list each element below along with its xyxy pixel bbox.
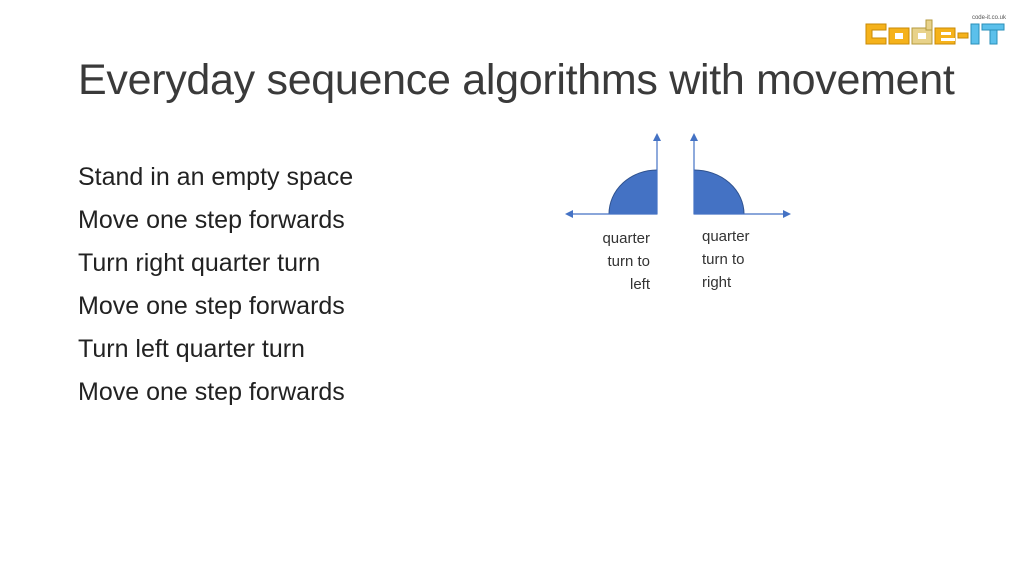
slide-title: Everyday sequence algorithms with movement bbox=[78, 56, 955, 104]
caption-line: quarter bbox=[702, 228, 750, 245]
caption-line: left bbox=[629, 276, 650, 293]
step-item: Move one step forwards bbox=[78, 378, 345, 406]
code-it-logo bbox=[862, 14, 1010, 50]
caption-line: quarter bbox=[602, 230, 650, 247]
step-item: Turn left quarter turn bbox=[78, 335, 305, 363]
logo-url-text: code-it.co.uk bbox=[971, 15, 1006, 21]
right-turn-caption bbox=[702, 225, 782, 294]
step-item: Move one step forwards bbox=[78, 206, 345, 234]
step-item: Turn right quarter turn bbox=[78, 249, 321, 277]
quarter-turn-diagram bbox=[560, 128, 800, 228]
left-quarter-turn-quadrant bbox=[609, 170, 657, 214]
right-quarter-turn-quadrant bbox=[694, 170, 744, 214]
step-item: Move one step forwards bbox=[78, 292, 345, 320]
sequence-steps-list bbox=[78, 156, 353, 414]
step-item: Stand in an empty space bbox=[78, 163, 354, 191]
caption-line: turn to bbox=[702, 251, 745, 268]
left-turn-caption bbox=[572, 227, 650, 296]
caption-line: turn to bbox=[607, 253, 650, 270]
caption-line: right bbox=[702, 274, 732, 291]
